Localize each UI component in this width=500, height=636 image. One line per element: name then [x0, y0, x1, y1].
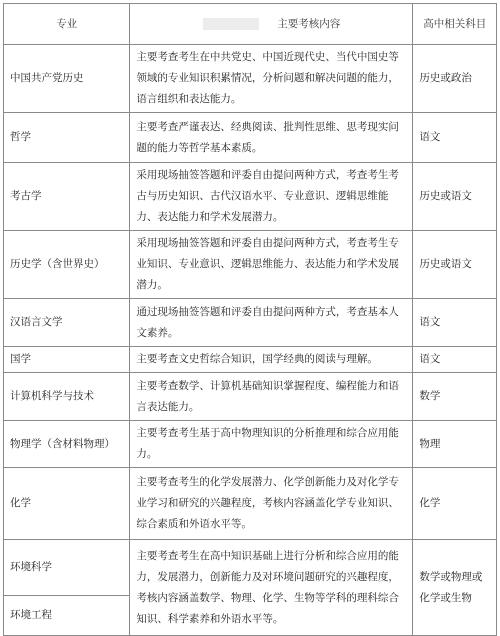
subject-cell: 语文 [413, 113, 497, 163]
table-row [4, 231, 497, 299]
subject-cell: 语文 [413, 299, 497, 347]
table-row [4, 45, 497, 113]
subject-cell: 化学 [413, 468, 497, 540]
header-subject: 高中相关科目 [413, 4, 497, 45]
major-cell: 中国共产党历史 [4, 45, 130, 113]
watermark-placeholder [203, 18, 260, 30]
table-row [4, 299, 497, 347]
table-row [4, 421, 497, 468]
major-cell: 环境科学 [4, 540, 130, 596]
major-cell: 物理学（含材料物理） [4, 421, 130, 468]
major-cell: 汉语言文学 [4, 299, 130, 347]
major-cell: 计算机科学与技术 [4, 373, 130, 421]
subject-cell: 历史或政治 [413, 45, 497, 113]
content-cell: 采用现场抽签答题和评委自由提问两种方式，考查考生考古与历史知识、古代汉语水平、专业意识、逻辑思维能力、表达能力和学术发展潜力。 [130, 163, 413, 231]
table-row [4, 113, 497, 163]
major-cell: 考古学 [4, 163, 130, 231]
content-cell: 主要考查数学、计算机基础知识掌握程度、编程能力和语言表达能力。 [130, 373, 413, 421]
subject-cell: 历史或语文 [413, 163, 497, 231]
content-cell: 采用现场抽签答题和评委自由提问两种方式，考查考生专业知识、专业意识、逻辑思维能力、表达能力和学术发展潜力。 [130, 231, 413, 299]
content-cell: 主要考查文史哲综合知识，国学经典的阅读与理解。 [130, 347, 413, 373]
table-row [4, 347, 497, 373]
major-cell: 化学 [4, 468, 130, 540]
content-cell: 主要考查考生在中共党史、中国近现代史、当代中国史等领域的专业知识积累情况，分析问题和解决问题的能力，语言组织和表达能力。 [130, 45, 413, 113]
subject-cell: 数学或物理或化学或生物 [413, 540, 497, 636]
header-major: 专业 [4, 4, 130, 45]
header-content: 主要考核内容 [277, 17, 341, 30]
major-cell: 哲学 [4, 113, 130, 163]
major-cell: 环境工程 [4, 596, 130, 636]
major-cell: 历史学（含世界史） [4, 231, 130, 299]
content-cell: 通过现场抽签答题和评委自由提问两种方式，考查基本人文素养。 [130, 299, 413, 347]
table-row [4, 468, 497, 540]
content-cell: 主要考查严谨表达、经典阅读、批判性思维、思考现实问题的能力等哲学基本素质。 [130, 113, 413, 163]
table-row [4, 163, 497, 231]
major-cell: 国学 [4, 347, 130, 373]
content-cell: 主要考查考生的化学发展潜力、化学创新能力及对化学专业学习和研究的兴趣程度，考核内容涵盖化学专业知识、综合素质和外语水平等。 [130, 468, 413, 540]
subject-cell: 物理 [413, 421, 497, 468]
table-row [4, 373, 497, 421]
subject-cell: 语文 [413, 347, 497, 373]
subject-cell: 历史或语文 [413, 231, 497, 299]
content-cell: 主要考查考生基于高中物理知识的分析推理和综合应用能力。 [130, 421, 413, 468]
table-row [4, 540, 497, 596]
table-header-row [4, 4, 497, 45]
content-cell: 主要考查考生在高中知识基础上进行分析和综合应用的能力，发展潜力，创新能力及对环境问题研究的兴趣程度，考核内容涵盖数学、物理、化学、生物等学科的理科综合知识、科学素养和外语水平等。 [130, 540, 413, 636]
header-content-cell [130, 4, 413, 45]
exam-content-table [3, 3, 497, 636]
subject-cell: 数学 [413, 373, 497, 421]
